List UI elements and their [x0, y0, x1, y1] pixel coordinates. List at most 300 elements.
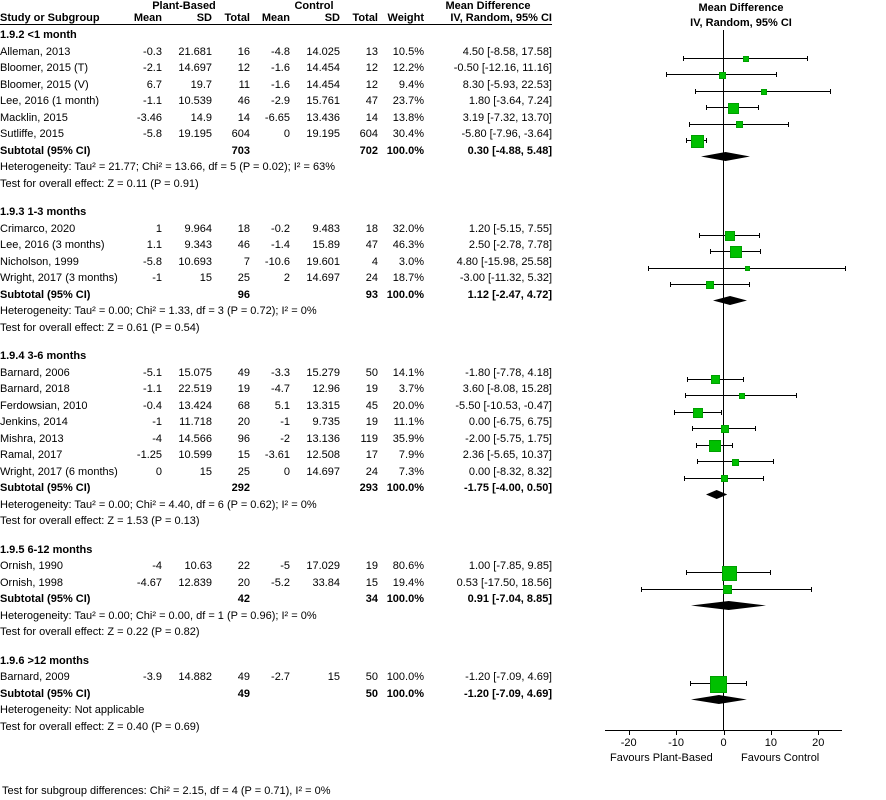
axis-tick — [818, 730, 819, 735]
mean-control: 2 — [283, 272, 290, 284]
subtotal-mean-difference-ci: 1.12 [-2.47, 4.72] — [467, 288, 552, 301]
total-control: 604 — [359, 128, 378, 140]
mean-control: -4.7 — [271, 383, 290, 395]
ci-cap — [687, 377, 688, 382]
total-plant: 15 — [237, 449, 250, 461]
ci-cap — [770, 570, 771, 575]
table-group-header-row — [0, 0, 552, 12]
mean-control: -1.6 — [271, 78, 290, 91]
sd-control: 12.96 — [312, 383, 340, 395]
mean-difference-ci: 1.00 [-7.85, 9.85] — [468, 560, 552, 572]
ci-cap — [684, 476, 685, 481]
subtotal-weight: 100.0% — [386, 482, 424, 494]
group-title-2-row — [0, 346, 552, 363]
subtotal-blank2 — [162, 284, 212, 301]
mean-control: -3.3 — [271, 366, 290, 379]
total-plant: 7 — [243, 255, 250, 268]
axis-tick-label: 10 — [764, 737, 778, 749]
ci-cap — [758, 105, 759, 110]
header-plant-based: Plant-Based — [152, 0, 216, 12]
overall-effect-3-row — [0, 622, 552, 639]
plot-header-ci: IV, Random, 95% CI — [690, 17, 792, 29]
sd-plant: 10.63 — [184, 560, 212, 572]
weight: 100.0% — [386, 671, 424, 683]
mean-control: -2.7 — [271, 671, 290, 683]
weight: 13.8% — [392, 111, 424, 124]
study-name: Ramal, 2017 — [0, 449, 63, 461]
sd-plant: 21.681 — [178, 45, 212, 58]
weight: 3.0% — [398, 255, 424, 268]
subtotal-total-plant: 49 — [237, 687, 250, 700]
ci-cap — [796, 393, 797, 398]
total-plant: 68 — [237, 399, 250, 412]
col-sd-plant: SD — [196, 12, 212, 24]
study-name: Wright, 2017 (3 months) — [0, 272, 118, 284]
table-row — [0, 445, 552, 462]
weight: 20.0% — [392, 399, 424, 412]
sd-plant: 10.539 — [178, 95, 212, 107]
ci-cap — [749, 282, 750, 287]
total-control: 4 — [371, 255, 378, 268]
sd-control: 13.436 — [306, 111, 340, 124]
mean-difference-ci: -5.50 [-10.53, -0.47] — [455, 399, 552, 412]
heterogeneity-2-row — [0, 494, 552, 511]
summary-diamond — [711, 295, 747, 306]
sd-plant: 10.693 — [178, 255, 212, 268]
sd-plant: 11.718 — [179, 416, 212, 428]
mean-plant: -4 — [152, 432, 162, 445]
mean-plant: -3.46 — [136, 111, 162, 124]
ci-cap — [670, 282, 671, 287]
total-plant: 49 — [237, 671, 250, 683]
mean-plant: 0 — [155, 465, 162, 478]
group-title-4-row — [0, 650, 552, 667]
ci-cap — [690, 681, 691, 686]
subtotal-blank2 — [162, 478, 212, 495]
mean-difference-ci: 3.19 [-7.32, 13.70] — [462, 111, 552, 124]
subtotal-blank1 — [118, 683, 162, 700]
overall-effect-3: Test for overall effect: Z = 0.22 (P = 0.82) — [0, 626, 200, 638]
ci-cap — [776, 72, 777, 77]
table-row — [0, 379, 552, 396]
ci-cap — [686, 138, 687, 143]
sd-plant: 14.697 — [178, 62, 212, 74]
total-control: 45 — [365, 399, 378, 412]
axis-tick-label: 0 — [720, 737, 727, 749]
overall-effect-4: Test for overall effect: Z = 0.40 (P = 0.69) — [0, 720, 200, 733]
sd-plant: 15 — [199, 272, 212, 284]
mean-plant: -0.4 — [143, 399, 162, 412]
sd-control: 12.508 — [306, 449, 340, 461]
weight: 32.0% — [392, 222, 424, 235]
sd-control: 19.195 — [306, 128, 340, 140]
mean-control: -4.8 — [271, 45, 290, 58]
study-name: Sutliffe, 2015 — [0, 128, 65, 140]
col-total-control: Total — [352, 12, 378, 24]
study-name: Jenkins, 2014 — [0, 416, 68, 428]
total-control: 24 — [365, 465, 378, 478]
total-plant: 11 — [238, 78, 250, 91]
mean-difference-ci: 0.00 [-8.32, 8.32] — [468, 465, 552, 478]
table-row — [0, 235, 552, 252]
total-control: 18 — [365, 222, 378, 235]
group-title-0: 1.9.2 <1 month — [0, 29, 77, 41]
ci-cap — [692, 426, 693, 431]
subtotal-blank2 — [162, 683, 212, 700]
spacer-row — [0, 733, 552, 742]
group-title-1-row — [0, 202, 552, 219]
sd-plant: 9.343 — [184, 239, 212, 251]
subtotal-row — [0, 140, 552, 157]
heterogeneity-1: Heterogeneity: Tau² = 0.00; Chi² = 1.33, df = 3 (P = 0.72); I² = 0% — [0, 305, 317, 317]
subtotal-label: Subtotal (95% CI) — [0, 144, 91, 157]
subtotal-mean-difference-ci: 0.91 [-7.04, 8.85] — [467, 593, 552, 605]
study-name: Ornish, 1998 — [0, 576, 63, 589]
subtotal-blank2 — [162, 589, 212, 606]
subtotal-total-control: 50 — [365, 687, 378, 700]
mean-plant: 1.1 — [146, 239, 162, 251]
sd-control: 13.136 — [306, 432, 340, 445]
mean-difference-ci: -5.80 [-7.96, -3.64] — [461, 128, 552, 140]
subtotal-row — [0, 284, 552, 301]
sd-plant: 19.7 — [190, 78, 212, 91]
ci-cap — [699, 233, 700, 238]
weight: 14.1% — [392, 366, 424, 379]
weight: 46.3% — [392, 239, 424, 251]
sd-plant: 22.519 — [178, 383, 212, 395]
ci-cap — [830, 89, 831, 94]
subtotal-mean-difference-ci: -1.20 [-7.09, 4.69] — [463, 687, 552, 700]
table-row — [0, 572, 552, 589]
mean-difference-ci: 4.80 [-15.98, 25.58] — [456, 255, 552, 268]
table-row — [0, 556, 552, 573]
total-control: 24 — [365, 272, 378, 284]
study-name: Barnard, 2006 — [0, 366, 70, 379]
spacer-cell — [0, 334, 552, 346]
mean-control: 0 — [283, 465, 290, 478]
col-mean-plant: Mean — [133, 12, 162, 24]
spacer-row — [0, 190, 552, 202]
table-row — [0, 218, 552, 235]
group-title-3-row — [0, 539, 552, 556]
col-total-plant: Total — [224, 12, 250, 24]
null-effect-line — [723, 30, 724, 730]
subtotal-label: Subtotal (95% CI) — [0, 288, 91, 301]
sd-control: 15.279 — [306, 366, 340, 379]
heterogeneity-4: Heterogeneity: Not applicable — [0, 704, 145, 716]
total-control: 50 — [365, 671, 378, 683]
ci-cap — [641, 587, 642, 592]
effect-size-marker — [728, 103, 739, 114]
subtotal-blank3 — [250, 284, 290, 301]
total-control: 47 — [365, 239, 378, 251]
mean-plant: -1.1 — [143, 383, 162, 395]
subtotal-weight: 100.0% — [386, 288, 424, 301]
overall-effect-1: Test for overall effect: Z = 0.61 (P = 0.54) — [0, 321, 200, 334]
effect-size-marker — [706, 281, 714, 289]
subtotal-row — [0, 683, 552, 700]
group-title-0-row — [0, 25, 552, 42]
study-name: Lee, 2016 (1 month) — [0, 95, 100, 107]
study-name: Ornish, 1990 — [0, 560, 63, 572]
mean-plant: 1 — [155, 222, 162, 235]
total-plant: 16 — [237, 45, 250, 58]
axis-tick — [771, 730, 772, 735]
weight: 7.9% — [398, 449, 424, 461]
mean-plant: -5.8 — [143, 255, 162, 268]
weight: 19.4% — [392, 576, 424, 589]
table-row — [0, 107, 552, 124]
subtotal-mean-difference-ci: 0.30 [-4.88, 5.48] — [467, 144, 552, 157]
weight: 3.7% — [398, 383, 424, 395]
spacer-cell — [0, 638, 552, 650]
weight: 7.3% — [398, 465, 424, 478]
effect-size-marker — [719, 72, 726, 79]
total-control: 13 — [365, 45, 378, 58]
subtotal-blank1 — [118, 589, 162, 606]
favours-left-label: Favours Plant-Based — [610, 752, 713, 764]
total-plant: 604 — [231, 128, 250, 140]
subtotal-total-plant: 703 — [231, 144, 250, 157]
subtotal-total-control: 34 — [365, 593, 378, 605]
mean-difference-ci: -0.50 [-12.16, 11.16] — [453, 62, 552, 74]
mean-difference-ci: 3.60 [-8.08, 15.28] — [462, 383, 552, 395]
overall-effect-1-row — [0, 317, 552, 334]
col-md-ci: IV, Random, 95% CI — [450, 12, 552, 24]
sd-plant: 14.9 — [190, 111, 212, 124]
subtotal-blank1 — [118, 284, 162, 301]
col-weight: Weight — [387, 12, 424, 24]
favours-right-label: Favours Control — [741, 752, 820, 764]
mean-control: -0.2 — [271, 222, 290, 235]
forest-plot — [596, 0, 886, 800]
total-plant: 25 — [237, 272, 250, 284]
table-row — [0, 461, 552, 478]
effect-size-marker — [710, 676, 727, 693]
axis-tick-label: -10 — [668, 737, 685, 749]
summary-diamond — [699, 151, 750, 162]
table-row — [0, 362, 552, 379]
ci-cap — [683, 56, 684, 61]
effect-size-marker — [732, 459, 739, 466]
subtotal-total-plant: 292 — [231, 482, 250, 494]
table-row — [0, 41, 552, 58]
subtotal-total-plant: 42 — [237, 593, 250, 605]
ci-cap — [732, 443, 733, 448]
ci-cap — [773, 459, 774, 464]
sd-control: 14.697 — [306, 465, 340, 478]
sd-control: 9.483 — [312, 222, 340, 235]
effect-size-marker — [730, 246, 742, 258]
ci-cap — [648, 266, 649, 271]
total-plant: 18 — [237, 222, 250, 235]
total-plant: 20 — [237, 416, 250, 428]
heterogeneity-2: Heterogeneity: Tau² = 0.00; Chi² = 4.40, df = 6 (P = 0.62); I² = 0% — [0, 498, 317, 511]
col-mean-control: Mean — [261, 12, 290, 24]
spacer-row — [0, 527, 552, 539]
heterogeneity-4-row — [0, 700, 552, 717]
table-column-header-row — [0, 12, 552, 25]
table-row — [0, 74, 552, 91]
sd-control: 14.025 — [306, 45, 340, 58]
col-study: Study or Subgroup — [0, 12, 100, 24]
total-plant: 49 — [237, 366, 250, 379]
sd-control: 15.89 — [312, 239, 340, 251]
total-control: 19 — [365, 560, 378, 572]
subtotal-total-control: 702 — [359, 144, 378, 157]
mean-control: -10.6 — [264, 255, 290, 268]
ci-cap — [674, 410, 675, 415]
sd-plant: 13.424 — [178, 399, 212, 412]
total-control: 15 — [365, 576, 378, 589]
subgroup-differences-test: Test for subgroup differences: Chi² = 2.15, df = 4 (P = 0.71), I² = 0% — [2, 785, 331, 797]
mean-difference-ci: 1.20 [-5.15, 7.55] — [468, 222, 552, 235]
mean-difference-ci: -2.00 [-5.75, 1.75] — [465, 432, 552, 445]
ci-cap — [811, 587, 812, 592]
weight: 80.6% — [392, 560, 424, 572]
spacer-cell — [0, 527, 552, 539]
weight: 9.4% — [398, 78, 424, 91]
mean-control: -1.6 — [271, 62, 290, 74]
sd-control: 15 — [327, 671, 340, 683]
total-control: 17 — [365, 449, 378, 461]
mean-control: 0 — [283, 128, 290, 140]
subtotal-mean-difference-ci: -1.75 [-4.00, 0.50] — [463, 482, 552, 494]
subtotal-blank4 — [290, 140, 340, 157]
sd-control: 19.601 — [306, 255, 340, 268]
subtotal-blank1 — [118, 478, 162, 495]
ci-cap — [755, 426, 756, 431]
subtotal-weight: 100.0% — [386, 593, 424, 605]
mean-plant: -3.9 — [143, 671, 162, 683]
effect-size-marker — [693, 408, 703, 418]
spacer-row — [0, 638, 552, 650]
group-title-3: 1.9.5 6-12 months — [0, 543, 93, 556]
mean-control: -2.9 — [271, 95, 290, 107]
total-plant: 12 — [237, 62, 250, 74]
effect-size-marker — [721, 475, 728, 482]
total-plant: 25 — [237, 465, 250, 478]
mean-plant: -4.67 — [136, 576, 162, 589]
ci-cap — [686, 570, 687, 575]
sd-plant: 19.195 — [178, 128, 212, 140]
sd-plant: 9.964 — [184, 222, 212, 235]
total-control: 47 — [365, 95, 378, 107]
study-name: Ferdowsian, 2010 — [0, 399, 88, 412]
effect-size-marker — [725, 231, 735, 241]
effect-size-marker — [711, 375, 720, 384]
ci-cap — [706, 105, 707, 110]
ci-cap — [759, 233, 760, 238]
weight: 18.7% — [392, 272, 424, 284]
study-name: Bloomer, 2015 (T) — [0, 62, 89, 74]
heterogeneity-1-row — [0, 301, 552, 318]
table-row — [0, 58, 552, 75]
mean-control: -5 — [280, 560, 290, 572]
effect-size-marker — [745, 266, 750, 271]
overall-effect-0: Test for overall effect: Z = 0.11 (P = 0.91) — [0, 177, 199, 190]
study-name: Macklin, 2015 — [0, 111, 68, 124]
sd-plant: 14.882 — [178, 671, 212, 683]
subtotal-blank4 — [290, 589, 340, 606]
sd-control: 9.735 — [312, 416, 340, 428]
ci-cap — [763, 476, 764, 481]
subtotal-blank3 — [250, 683, 290, 700]
subtotal-total-plant: 96 — [237, 288, 250, 301]
overall-effect-0-row — [0, 173, 552, 190]
weight: 12.2% — [392, 62, 424, 74]
ci-cap — [743, 377, 744, 382]
ci-cap — [807, 56, 808, 61]
mean-plant: -1 — [152, 272, 162, 284]
mean-difference-ci: 4.50 [-8.58, 17.58] — [462, 45, 552, 58]
sd-plant: 15.075 — [178, 366, 212, 379]
weight: 11.1% — [393, 416, 424, 428]
mean-plant: -1 — [152, 416, 162, 428]
mean-difference-ci: -3.00 [-11.32, 5.32] — [459, 272, 552, 284]
sd-control: 17.029 — [306, 560, 340, 572]
sd-plant: 12.839 — [178, 576, 212, 589]
mean-difference-ci: -1.20 [-7.09, 4.69] — [465, 671, 552, 683]
total-control: 119 — [360, 432, 378, 445]
subtotal-label: Subtotal (95% CI) — [0, 482, 91, 494]
header-mean-difference: Mean Difference — [445, 0, 531, 12]
table-row — [0, 268, 552, 285]
subtotal-blank3 — [250, 140, 290, 157]
sd-plant: 15 — [199, 465, 212, 478]
subtotal-blank4 — [290, 683, 340, 700]
effect-size-marker — [721, 425, 729, 433]
total-control: 19 — [365, 383, 378, 395]
subtotal-blank1 — [118, 140, 162, 157]
study-name: Nicholson, 1999 — [0, 255, 79, 268]
study-name: Bloomer, 2015 (V) — [0, 78, 89, 91]
ci-cap — [721, 410, 722, 415]
summary-diamond — [704, 489, 727, 500]
col-sd-control: SD — [324, 12, 340, 24]
total-control: 19 — [365, 416, 378, 428]
total-control: 50 — [365, 366, 378, 379]
heterogeneity-3: Heterogeneity: Tau² = 0.00; Chi² = 0.00, df = 1 (P = 0.96); I² = 0% — [0, 609, 317, 622]
header-control: Control — [294, 0, 334, 12]
weight: 35.9% — [392, 432, 424, 445]
heterogeneity-0-row — [0, 157, 552, 174]
group-title-1: 1.9.3 1-3 months — [0, 206, 87, 218]
subtotal-blank4 — [290, 284, 340, 301]
table-row — [0, 667, 552, 684]
sd-control: 13.315 — [306, 399, 340, 412]
subtotal-blank3 — [250, 589, 290, 606]
study-name: Barnard, 2018 — [0, 383, 70, 395]
ci-cap — [689, 122, 690, 127]
effect-size-marker — [722, 566, 737, 581]
effect-size-marker — [691, 135, 704, 148]
mean-control: -2 — [280, 432, 290, 445]
sd-control: 14.454 — [306, 62, 340, 74]
study-name: Crimarco, 2020 — [0, 222, 76, 235]
study-name: Wright, 2017 (6 months) — [0, 465, 118, 478]
axis-tick — [724, 730, 725, 735]
table-row — [0, 124, 552, 141]
mean-plant: 6.7 — [146, 78, 162, 91]
weight: 30.4% — [392, 128, 424, 140]
mean-control: -3.61 — [264, 449, 290, 461]
spacer-row — [0, 334, 552, 346]
effect-size-marker — [723, 585, 732, 594]
subtotal-blank4 — [290, 478, 340, 495]
ci-cap — [706, 138, 707, 143]
mean-difference-ci: -1.80 [-7.78, 4.18] — [465, 366, 552, 379]
